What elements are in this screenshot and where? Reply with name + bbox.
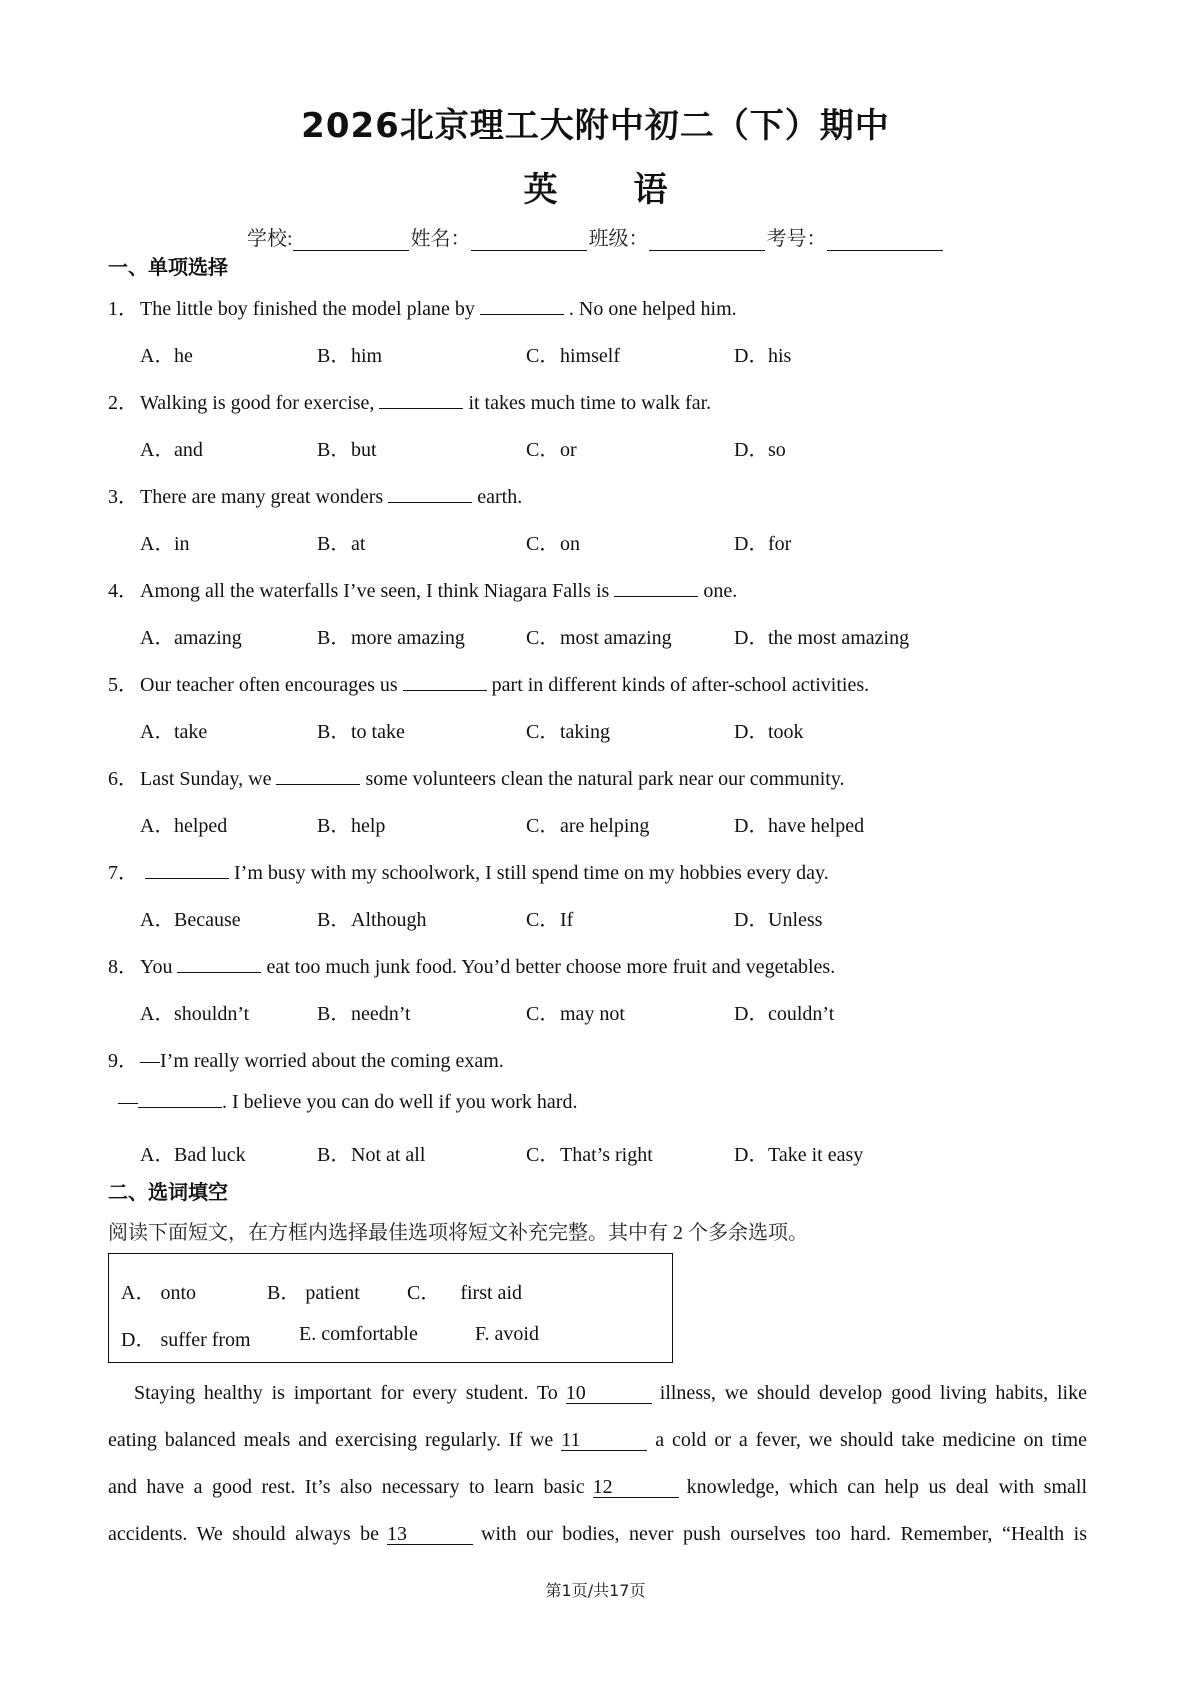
question-text: There are many great wonders — [140, 486, 384, 508]
question-text: eat too much junk food. You’d better choose more fruit and vegetables. — [266, 956, 836, 978]
option-text: Although — [351, 909, 427, 931]
answer-option[interactable] — [317, 997, 411, 1026]
passage-text: eating balanced meals and exercising regularly. If we — [108, 1429, 554, 1451]
option-letter: D． — [734, 345, 769, 367]
answer-option[interactable] — [734, 621, 909, 650]
answer-option[interactable] — [317, 715, 405, 744]
option-text: but — [351, 439, 377, 461]
passage-text: and have a good rest. It’s also necessary to learn basic — [108, 1476, 585, 1498]
answer-option[interactable] — [140, 715, 207, 744]
option-row — [140, 715, 1000, 743]
passage-text: accidents. We should always be — [108, 1523, 380, 1545]
question-number: 1． — [108, 298, 138, 320]
option-letter: D． — [734, 721, 769, 743]
question-number: 6． — [108, 768, 138, 790]
option-letter: A． — [121, 1282, 156, 1304]
option-text: are helping — [560, 815, 650, 837]
answer-option[interactable] — [140, 1138, 246, 1167]
option-text: the most amazing — [768, 627, 910, 649]
passage-text: Staying healthy is important for every student. To — [134, 1382, 558, 1404]
option-text: help — [351, 815, 386, 837]
subject-char: 语 — [633, 170, 668, 210]
option-word: first aid — [460, 1282, 522, 1304]
option-text: more amazing — [351, 627, 465, 649]
option-letter: B． — [317, 1003, 351, 1025]
option-letter: C． — [526, 1003, 560, 1025]
passage-blank[interactable]: 10 — [566, 1383, 652, 1404]
option-letter: C． — [526, 909, 560, 931]
question-text: Walking is good for exercise, — [140, 392, 375, 414]
answer-option[interactable] — [140, 433, 203, 462]
answer-option[interactable] — [734, 903, 822, 932]
word-bank-box — [108, 1253, 673, 1363]
passage-line — [108, 1476, 1087, 1499]
answer-option[interactable] — [140, 997, 249, 1026]
option-letter: B． — [317, 345, 351, 367]
option-text: his — [768, 345, 792, 367]
passage-text: a cold or a fever, we should take medicine on time — [655, 1429, 1087, 1451]
answer-blank[interactable] — [145, 862, 229, 879]
word-bank-option — [475, 1323, 539, 1346]
school-label: 学校: — [247, 228, 293, 250]
answer-option[interactable] — [526, 809, 649, 838]
question-stem — [108, 762, 845, 791]
option-row — [140, 621, 1000, 649]
option-row — [140, 433, 1000, 461]
option-letter: B． — [317, 721, 351, 743]
option-text: Unless — [768, 909, 823, 931]
answer-option[interactable] — [526, 433, 577, 462]
option-row — [140, 1138, 1000, 1166]
question-text: one. — [703, 580, 738, 602]
question-text: it takes much time to walk far. — [468, 392, 712, 414]
option-text: most amazing — [560, 627, 672, 649]
option-letter: C． — [526, 627, 560, 649]
question-text: some volunteers clean the natural park near our community. — [365, 768, 845, 790]
option-letter: B． — [267, 1282, 301, 1304]
question-text: part in different kinds of after-school activities. — [491, 674, 870, 696]
question-stem — [108, 856, 829, 885]
option-text: he — [174, 345, 193, 367]
answer-option[interactable] — [734, 1138, 863, 1167]
passage-line — [108, 1523, 1087, 1546]
answer-option[interactable] — [734, 997, 834, 1026]
option-letter: A． — [140, 439, 175, 461]
answer-option[interactable] — [734, 809, 864, 838]
option-letter: A． — [140, 815, 175, 837]
exam-number-blank[interactable] — [827, 232, 943, 251]
passage-blank[interactable]: 11 — [561, 1430, 647, 1451]
option-text: to take — [351, 721, 405, 743]
option-text: Because — [174, 909, 241, 931]
question-text: I’m busy with my schoolwork, I still spend time on my hobbies every day. — [234, 862, 829, 884]
option-text: for — [768, 533, 792, 555]
answer-option[interactable] — [140, 339, 193, 368]
option-text: amazing — [174, 627, 242, 649]
answer-option[interactable] — [734, 527, 791, 556]
question-stem — [108, 1044, 504, 1073]
reply-prefix: — — [118, 1091, 138, 1113]
subject-title — [0, 162, 1191, 211]
answer-blank[interactable] — [379, 392, 463, 409]
question-stem — [108, 950, 835, 979]
option-letter: C． — [526, 1144, 560, 1166]
question-number: 4． — [108, 580, 138, 602]
option-text: or — [560, 439, 577, 461]
question-text: The little boy finished the model plane by — [140, 298, 475, 320]
option-text: take — [174, 721, 208, 743]
option-letter: B． — [317, 627, 351, 649]
answer-blank[interactable] — [403, 674, 487, 691]
word-bank-option — [121, 1323, 251, 1352]
option-text: so — [768, 439, 786, 461]
option-text: and — [174, 439, 203, 461]
answer-option[interactable] — [317, 339, 382, 368]
answer-option[interactable] — [526, 621, 672, 650]
option-text: couldn’t — [768, 1003, 835, 1025]
question-stem — [108, 292, 737, 321]
passage-blank[interactable]: 12 — [593, 1477, 679, 1498]
option-letter: B． — [317, 909, 351, 931]
answer-option[interactable] — [526, 1138, 653, 1167]
option-row — [140, 527, 1000, 555]
option-letter: E. — [299, 1323, 317, 1345]
word-bank-option — [407, 1276, 522, 1305]
question-stem — [108, 480, 522, 509]
option-text: himself — [560, 345, 620, 367]
name-blank[interactable] — [471, 232, 587, 251]
option-text: him — [351, 345, 383, 367]
question-stem — [108, 574, 737, 603]
option-letter: A． — [140, 345, 175, 367]
answer-option[interactable] — [317, 809, 385, 838]
exam-number-label: 考号： — [766, 228, 827, 250]
answer-option[interactable] — [526, 903, 573, 932]
passage-line — [108, 1429, 1087, 1452]
option-letter: F. — [475, 1323, 490, 1345]
answer-blank[interactable] — [276, 768, 360, 785]
question-text: earth. — [477, 486, 523, 508]
option-letter: B． — [317, 815, 351, 837]
option-letter: C． — [526, 345, 560, 367]
question-number: 2． — [108, 392, 138, 414]
class-label: 班级： — [588, 228, 649, 250]
name-label: 姓名： — [410, 228, 471, 250]
question-text: —I’m really worried about the coming exam. — [140, 1050, 504, 1072]
option-letter: A． — [140, 627, 175, 649]
option-text: on — [560, 533, 580, 555]
page-number: 第1页/共17页 — [545, 1581, 646, 1600]
question-text: Our teacher often encourages us — [140, 674, 398, 696]
option-text: taking — [560, 721, 610, 743]
passage-blank[interactable]: 13 — [387, 1524, 473, 1545]
option-letter: A． — [140, 533, 175, 555]
question-number: 3． — [108, 486, 138, 508]
answer-option[interactable] — [526, 527, 580, 556]
option-word: suffer from — [160, 1329, 251, 1351]
question-stem — [108, 668, 869, 697]
option-text: If — [560, 909, 574, 931]
question-text: Last Sunday, we — [140, 768, 272, 790]
question-number: 8． — [108, 956, 138, 978]
question-reply-line — [118, 1091, 577, 1114]
question-text: . No one helped him. — [568, 298, 737, 320]
option-letter: C． — [526, 533, 560, 555]
answer-option[interactable] — [734, 715, 804, 744]
option-letter: A． — [140, 721, 175, 743]
section-heading-single-choice: 一、单项选择 — [108, 255, 228, 279]
option-letter: C． — [526, 439, 560, 461]
option-text: needn’t — [351, 1003, 411, 1025]
passage-text: knowledge, which can help us deal with small — [686, 1476, 1087, 1498]
option-word: onto — [160, 1282, 197, 1304]
answer-option[interactable] — [317, 527, 365, 556]
option-letter: D． — [734, 1003, 769, 1025]
option-letter: D． — [121, 1329, 156, 1351]
passage-text: with our bodies, never push ourselves too hard. Remember, “Health is — [481, 1523, 1088, 1545]
option-letter: A． — [140, 1144, 175, 1166]
option-row — [140, 997, 1000, 1025]
answer-option[interactable] — [317, 621, 465, 650]
answer-option[interactable] — [140, 527, 190, 556]
option-letter: D． — [734, 627, 769, 649]
question-number: 5． — [108, 674, 138, 696]
option-letter: D． — [734, 1144, 769, 1166]
answer-blank[interactable] — [138, 1091, 222, 1108]
exam-title: 2026北京理工大附中初二（下）期中 — [301, 106, 890, 146]
student-info-line — [247, 222, 945, 251]
option-text: Not at all — [351, 1144, 426, 1166]
word-bank-option — [267, 1276, 360, 1305]
option-letter: B． — [317, 533, 351, 555]
school-blank[interactable] — [293, 232, 409, 251]
word-bank-option — [299, 1323, 418, 1346]
option-text: in — [174, 533, 190, 555]
class-blank[interactable] — [649, 232, 765, 251]
answer-option[interactable] — [317, 903, 427, 932]
option-row — [140, 809, 1000, 837]
option-word: avoid — [494, 1323, 539, 1345]
option-text: shouldn’t — [174, 1003, 250, 1025]
option-text: may not — [560, 1003, 625, 1025]
option-text: at — [351, 533, 366, 555]
option-letter: A． — [140, 909, 175, 931]
answer-option[interactable] — [140, 903, 241, 932]
option-text: That’s right — [560, 1144, 653, 1166]
answer-blank[interactable] — [177, 956, 261, 973]
option-text: Bad luck — [174, 1144, 246, 1166]
question-text: Among all the waterfalls I’ve seen, I think Niagara Falls is — [140, 580, 610, 602]
passage-line — [108, 1382, 1087, 1405]
answer-blank[interactable] — [480, 298, 564, 315]
answer-option[interactable] — [526, 997, 625, 1026]
question-stem — [108, 386, 711, 415]
answer-option[interactable] — [526, 339, 620, 368]
answer-option[interactable] — [317, 1138, 425, 1167]
option-letter: C． — [526, 721, 560, 743]
option-letter: A． — [140, 1003, 175, 1025]
passage-text: illness, we should develop good living habits, like — [659, 1382, 1087, 1404]
answer-option[interactable] — [526, 715, 610, 744]
option-letter: D． — [734, 815, 769, 837]
option-letter: B． — [317, 439, 351, 461]
option-text: Take it easy — [768, 1144, 864, 1166]
option-text: helped — [174, 815, 228, 837]
answer-blank[interactable] — [614, 580, 698, 597]
question-text: . I believe you can do well if you work hard. — [222, 1091, 578, 1113]
option-letter: D． — [734, 439, 769, 461]
question-number: 7． — [108, 862, 138, 884]
option-letter: C． — [526, 815, 560, 837]
section-heading-word-fill: 二、选词填空 — [108, 1180, 228, 1204]
question-number: 9． — [108, 1050, 138, 1072]
answer-option[interactable] — [734, 433, 786, 462]
option-word: comfortable — [321, 1323, 418, 1345]
subject-char: 英 — [523, 170, 558, 210]
option-text: took — [768, 721, 804, 743]
answer-option[interactable] — [140, 621, 242, 650]
answer-blank[interactable] — [388, 486, 472, 503]
word-fill-instruction: 阅读下面短文，在方框内选择最佳选项将短文补充完整。其中有 2 个多余选项。 — [108, 1222, 808, 1244]
option-word: patient — [305, 1282, 360, 1304]
option-letter: D． — [734, 533, 769, 555]
option-letter: D． — [734, 909, 769, 931]
answer-option[interactable] — [317, 433, 377, 462]
option-text: have helped — [768, 815, 865, 837]
option-row — [140, 903, 1000, 931]
word-bank-option — [121, 1276, 196, 1305]
option-letter: B． — [317, 1144, 351, 1166]
answer-option[interactable] — [734, 339, 791, 368]
answer-option[interactable] — [140, 809, 227, 838]
option-letter: C． — [407, 1282, 441, 1304]
question-text: You — [140, 956, 173, 978]
option-row — [140, 339, 1000, 367]
